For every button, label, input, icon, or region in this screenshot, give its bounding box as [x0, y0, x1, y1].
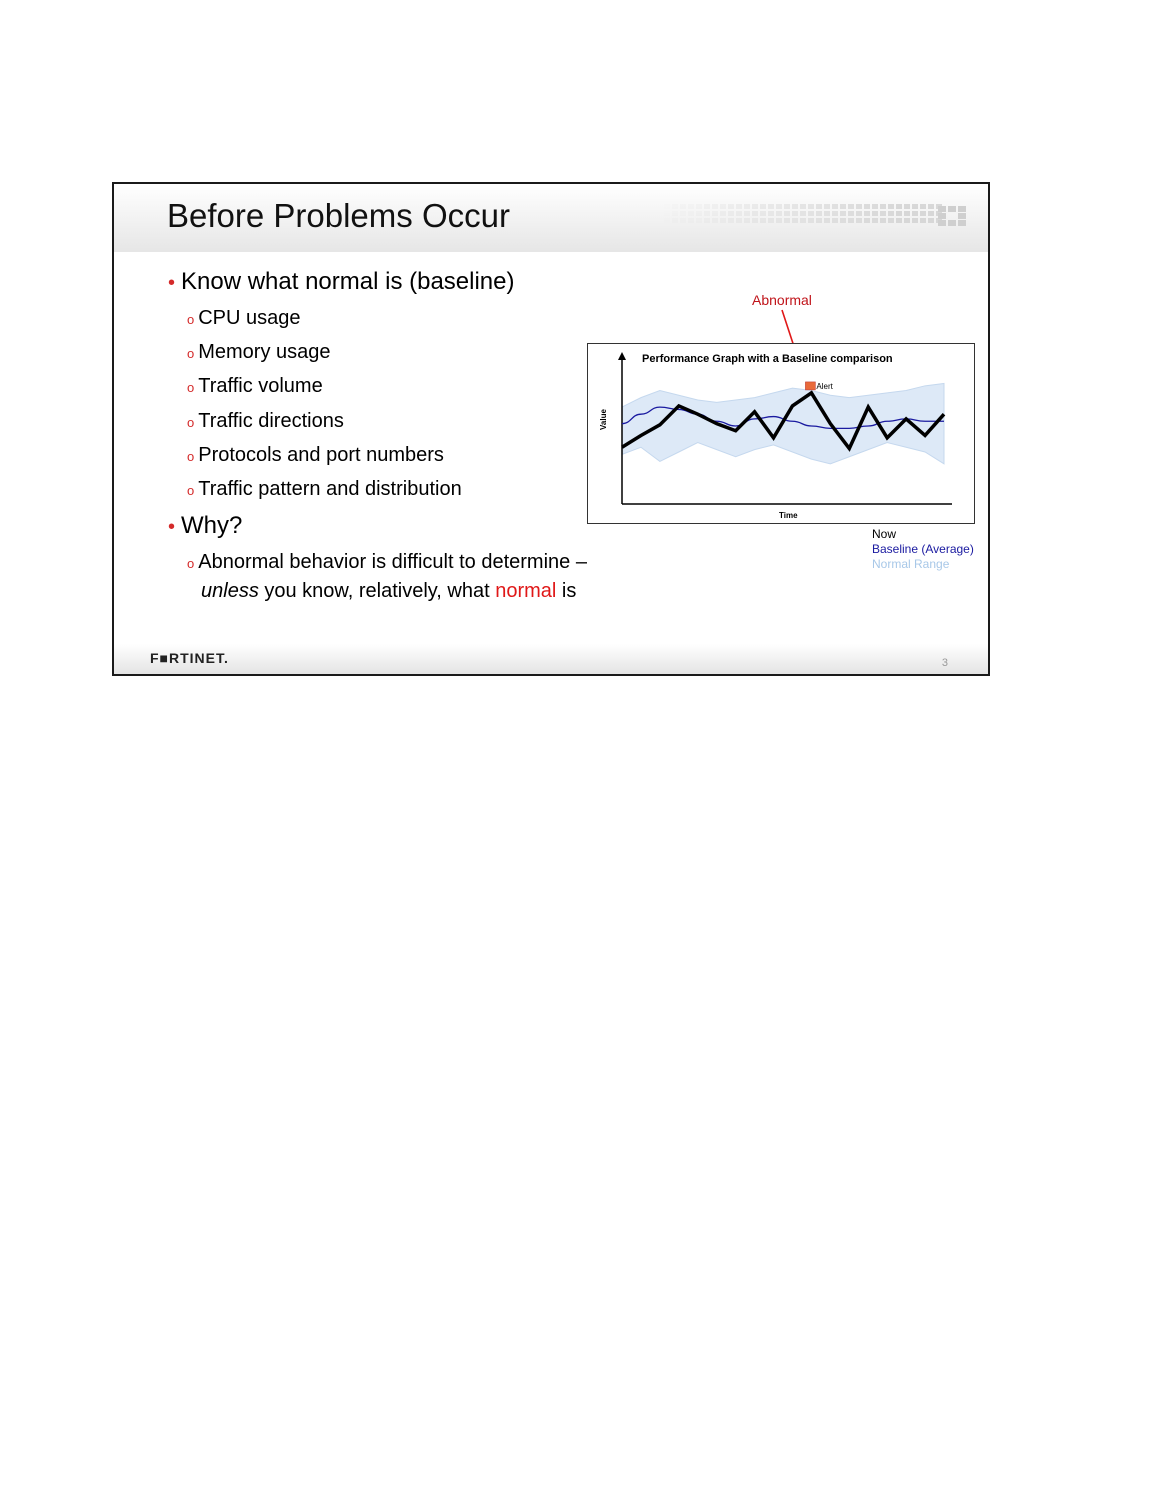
sub-bullet: o Memory usage	[187, 341, 331, 363]
circle-bullet-icon: o	[187, 346, 195, 361]
circle-bullet-icon: o	[187, 415, 195, 430]
bullet-baseline: • Know what normal is (baseline)	[168, 268, 515, 295]
sub-bullet: o CPU usage	[187, 307, 301, 329]
sub-bullet: o Abnormal behavior is difficult to determine –	[187, 551, 587, 573]
page-number: 3	[941, 657, 948, 669]
legend-normal-range: Normal Range	[872, 557, 950, 571]
abnormal-annotation: Abnormal	[752, 292, 812, 308]
sub-bullet: o Protocols and port numbers	[187, 444, 444, 466]
bullet-dot-icon: •	[168, 272, 176, 294]
legend-baseline: Baseline (Average)	[872, 542, 974, 556]
legend-now: Now	[872, 527, 897, 541]
circle-bullet-icon: o	[187, 312, 195, 327]
slide-footer	[114, 644, 988, 674]
circle-bullet-icon: o	[187, 449, 195, 464]
sub-bullet: o Traffic pattern and distribution	[187, 478, 462, 500]
circle-bullet-icon: o	[187, 380, 195, 395]
chart-title: Performance Graph with a Baseline comparison	[642, 353, 893, 365]
y-axis-arrow-icon	[618, 352, 626, 360]
y-axis-label: Value	[599, 409, 608, 430]
slide	[112, 182, 990, 676]
chart-svg	[588, 344, 974, 523]
bullet-why: • Why?	[168, 512, 243, 539]
circle-bullet-icon: o	[187, 483, 195, 498]
fortinet-brand: F■RTINET.	[150, 650, 229, 666]
sub-bullet: o Traffic volume	[187, 375, 323, 397]
circle-bullet-icon: o	[187, 556, 195, 571]
x-axis-label: Time	[779, 511, 798, 520]
sub-bullet-continuation: unless you know, relatively, what normal is	[201, 580, 577, 602]
chart-legend	[872, 527, 974, 572]
performance-chart	[587, 343, 975, 524]
alert-icon	[805, 382, 815, 390]
sub-bullet: o Traffic directions	[187, 410, 344, 432]
bullet-dot-icon: •	[168, 516, 176, 538]
alert-label: Alert	[816, 381, 833, 391]
slide-title: Before Problems Occur	[167, 197, 510, 234]
